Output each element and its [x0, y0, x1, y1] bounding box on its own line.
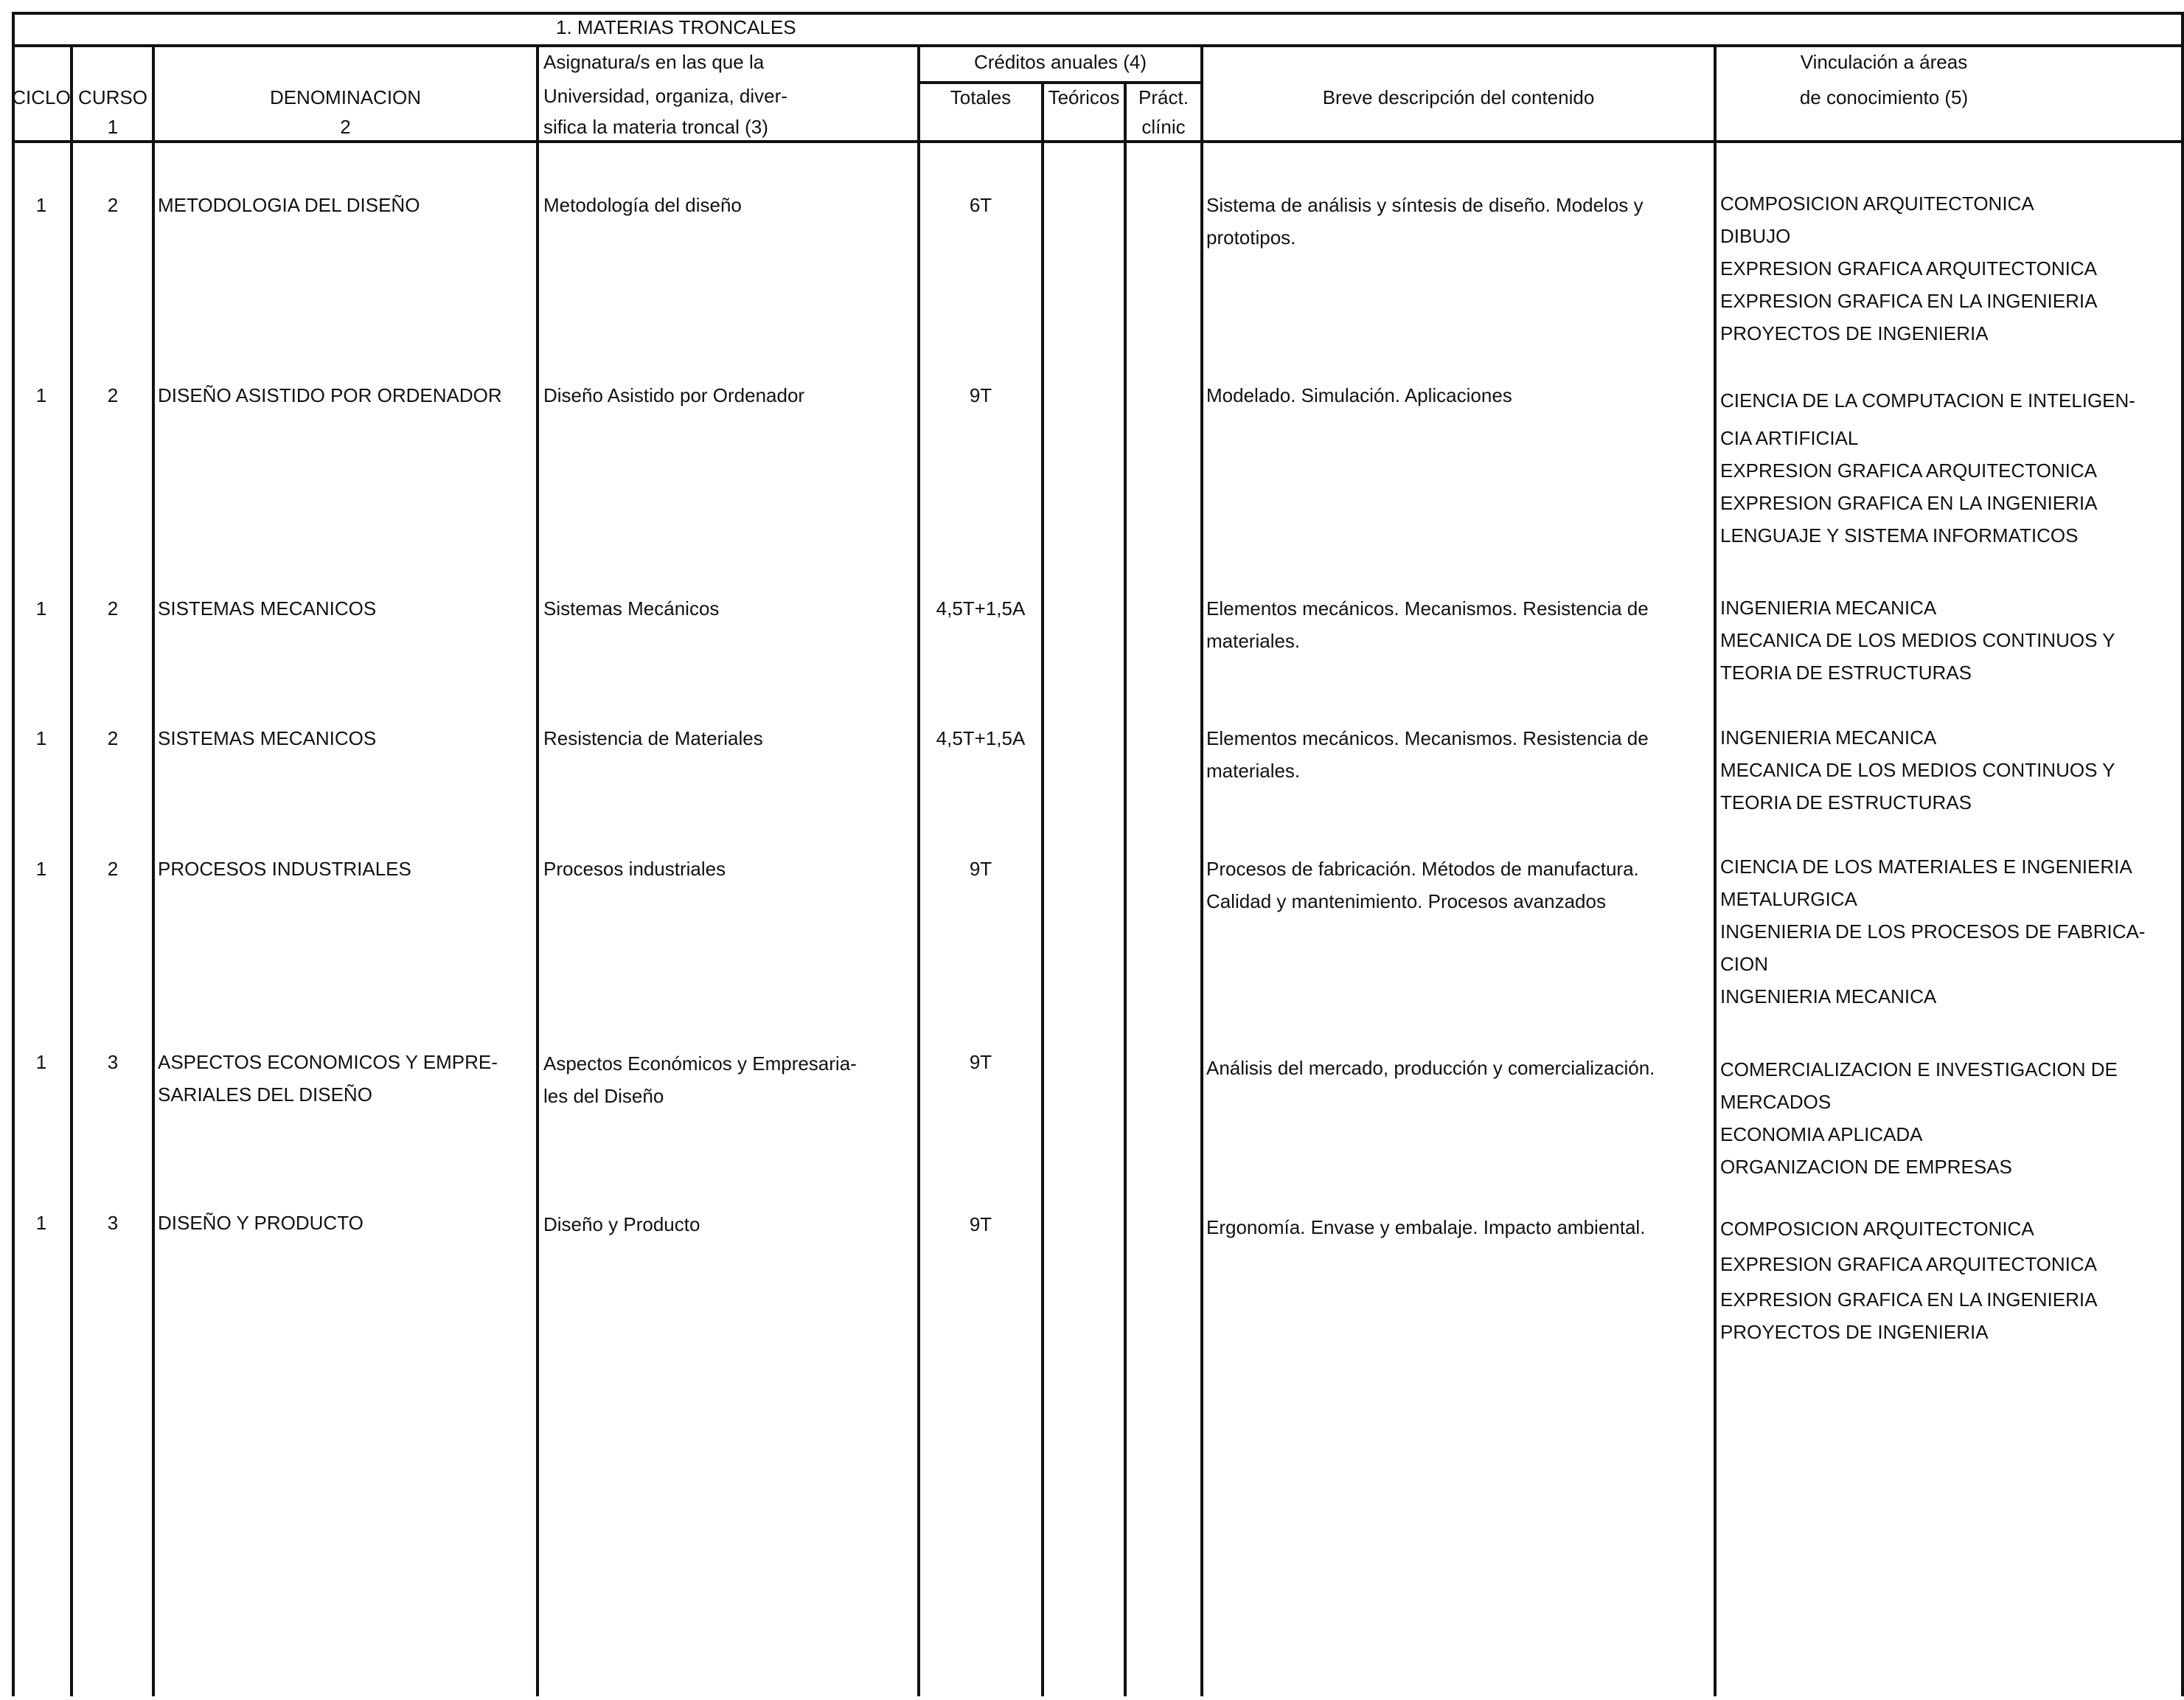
area-item: CION	[1720, 953, 1768, 975]
area-item: EXPRESION GRAFICA EN LA INGENIERIA	[1720, 492, 2098, 514]
row-totales: 9T	[969, 384, 992, 406]
row-ciclo: 1	[35, 858, 47, 880]
header-curso-num: 1	[107, 116, 119, 138]
area-item: TEORIA DE ESTRUCTURAS	[1720, 791, 1972, 813]
row-curso: 2	[107, 597, 119, 620]
header-denominacion: DENOMINACION	[269, 86, 422, 108]
row-areas	[1720, 187, 2097, 350]
row-asignatura: Procesos industriales	[543, 858, 726, 880]
row-areas	[1720, 850, 2145, 1013]
area-item: CIENCIA DE LA COMPUTACION E INTELIGEN-	[1720, 389, 2135, 412]
col-line-8	[1714, 47, 1717, 1696]
row-asignatura: Sistemas Mecánicos	[543, 597, 720, 620]
area-item: MECANICA DE LOS MEDIOS CONTINUOS Y	[1720, 629, 2115, 651]
row-curso: 2	[107, 858, 119, 880]
row-descripcion: Elementos mecánicos. Mecanismos. Resistencia de materiales.	[1206, 597, 1649, 652]
row-descripcion: Ergonomía. Envase y embalaje. Impacto ambiental.	[1206, 1216, 1646, 1238]
row-denominacion: DISEÑO ASISTIDO POR ORDENADOR	[158, 384, 502, 406]
row-ciclo: 1	[35, 384, 47, 406]
row-totales: 4,5T+1,5A	[936, 727, 1026, 749]
row-descripcion: Modelado. Simulación. Aplicaciones	[1206, 384, 1512, 406]
row-descripcion: Procesos de fabricación. Métodos de manufactura. Calidad y mantenimiento. Procesos avanzados	[1206, 858, 1639, 912]
row-curso: 3	[107, 1212, 119, 1234]
area-item: ECONOMIA APLICADA	[1720, 1123, 1923, 1145]
row-totales: 9T	[969, 858, 992, 880]
area-item: MECANICA DE LOS MEDIOS CONTINUOS Y	[1720, 759, 2115, 781]
row-totales: 4,5T+1,5A	[936, 597, 1026, 620]
row-ciclo: 1	[35, 727, 47, 749]
header-vinculacion-2: de conocimiento (5)	[1799, 86, 1969, 108]
area-item: INGENIERIA MECANICA	[1720, 597, 1937, 619]
header-curso: CURSO	[78, 86, 147, 108]
row-asignatura: Resistencia de Materiales	[543, 727, 763, 749]
row-descripcion: Elementos mecánicos. Mecanismos. Resistencia de materiales.	[1206, 727, 1649, 782]
header-creditos: Créditos anuales (4)	[973, 51, 1147, 73]
row-denominacion: DISEÑO Y PRODUCTO	[158, 1212, 364, 1234]
row-denominacion: PROCESOS INDUSTRIALES	[158, 858, 411, 880]
header-descripcion: Breve descripción del contenido	[1322, 86, 1595, 108]
area-item: TEORIA DE ESTRUCTURAS	[1720, 662, 1972, 684]
header-teoricos: Teóricos	[1048, 86, 1120, 108]
row-denominacion: SISTEMAS MECANICOS	[158, 597, 377, 620]
area-item: COMPOSICION ARQUITECTONICA	[1720, 1218, 2034, 1240]
col-line-7	[1200, 47, 1203, 1696]
table-title: 1. MATERIAS TRONCALES	[556, 16, 796, 38]
row-curso: 2	[107, 727, 119, 749]
row-asignatura: Aspectos Económicos y Empresaria- les del Diseño	[543, 1052, 857, 1107]
header-practicos-2: clínic	[1141, 116, 1186, 138]
area-item: EXPRESION GRAFICA ARQUITECTONICA	[1720, 1253, 2097, 1275]
area-item: COMERCIALIZACION E INVESTIGACION DE	[1720, 1058, 2118, 1080]
row-areas	[1720, 721, 2115, 819]
area-item: MERCADOS	[1720, 1091, 1832, 1113]
row-ciclo: 1	[35, 597, 47, 620]
area-item: EXPRESION GRAFICA ARQUITECTONICA	[1720, 459, 2097, 482]
area-item: EXPRESION GRAFICA EN LA INGENIERIA	[1720, 290, 2098, 312]
header-denominacion-num: 2	[340, 116, 351, 138]
row-asignatura: Diseño y Producto	[543, 1213, 700, 1235]
row-descripcion: Análisis del mercado, producción y comercialización.	[1206, 1057, 1655, 1079]
row-descripcion: Sistema de análisis y síntesis de diseño. Modelos y prototipos.	[1206, 194, 1644, 249]
row-ciclo: 1	[35, 1051, 47, 1073]
area-item: INGENIERIA MECANICA	[1720, 726, 1937, 749]
area-item: PROYECTOS DE INGENIERIA	[1720, 1321, 1989, 1343]
row-asignatura: Metodología del diseño	[543, 194, 742, 216]
col-line-6	[1124, 81, 1127, 1696]
header-asignatura-2: Universidad, organiza, diver-	[543, 85, 787, 107]
header-asignatura-1: Asignatura/s en las que la	[543, 51, 765, 73]
row-ciclo: 1	[35, 194, 47, 216]
header-ciclo: CICLO	[12, 86, 71, 108]
area-item: EXPRESION GRAFICA ARQUITECTONICA	[1720, 257, 2097, 280]
row-totales: 9T	[969, 1051, 992, 1073]
row-curso: 3	[107, 1051, 119, 1073]
area-item: CIA ARTIFICIAL	[1720, 427, 1859, 449]
row-denominacion: METODOLOGIA DEL DISEÑO	[158, 194, 420, 216]
row-ciclo: 1	[35, 1212, 47, 1234]
area-item: DIBUJO	[1720, 225, 1791, 247]
area-item: ORGANIZACION DE EMPRESAS	[1720, 1156, 2012, 1178]
header-totales: Totales	[950, 86, 1012, 108]
row-denominacion: SISTEMAS MECANICOS	[158, 727, 377, 749]
col-line-5	[1041, 81, 1044, 1696]
row-curso: 2	[107, 384, 119, 406]
col-line-3	[536, 47, 539, 1696]
row-totales: 9T	[969, 1213, 992, 1235]
title-row	[12, 15, 2184, 47]
row-curso: 2	[107, 194, 119, 216]
area-item: LENGUAJE Y SISTEMA INFORMATICOS	[1720, 524, 2079, 547]
area-item: INGENIERIA DE LOS PROCESOS DE FABRICA-	[1720, 920, 2146, 943]
area-item: EXPRESION GRAFICA EN LA INGENIERIA	[1720, 1288, 2098, 1311]
area-item: COMPOSICION ARQUITECTONICA	[1720, 192, 2034, 215]
row-denominacion: ASPECTOS ECONOMICOS Y EMPRE- SARIALES DEL DISEÑO	[158, 1051, 498, 1106]
area-item: PROYECTOS DE INGENIERIA	[1720, 322, 1989, 344]
area-item: INGENIERIA MECANICA	[1720, 985, 1937, 1007]
row-areas	[1720, 1212, 2097, 1348]
header-practicos-1: Práct.	[1138, 86, 1189, 108]
row-asignatura: Diseño Asistido por Ordenador	[543, 384, 805, 406]
header-asignatura-3: sifica la materia troncal (3)	[543, 116, 768, 138]
area-item: CIENCIA DE LOS MATERIALES E INGENIERIA	[1720, 856, 2132, 878]
row-areas	[1720, 591, 2115, 689]
area-item: METALURGICA	[1720, 888, 1857, 910]
header-vinculacion-1: Vinculación a áreas	[1800, 51, 1968, 73]
row-areas	[1720, 379, 2135, 552]
row-areas	[1720, 1053, 2118, 1183]
row-totales: 6T	[969, 194, 992, 216]
